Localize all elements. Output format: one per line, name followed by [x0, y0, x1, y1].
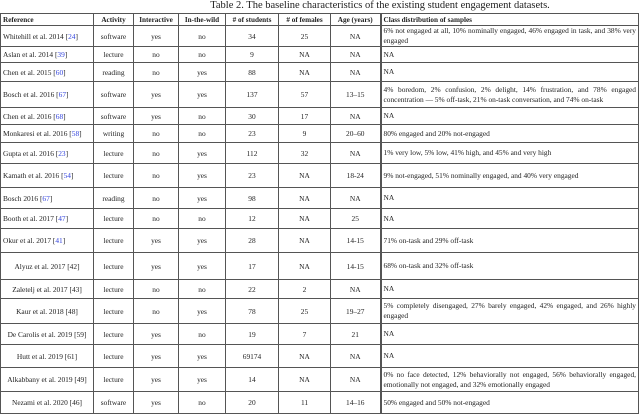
bracket: [: [72, 329, 77, 339]
class-distribution-cell: NA: [381, 345, 639, 368]
interactive-cell: no: [134, 188, 179, 209]
citation-link[interactable]: 67: [58, 90, 67, 99]
age-cell: 14-15: [331, 253, 381, 280]
females-cell: NA: [279, 164, 331, 188]
females-cell: 25: [279, 299, 331, 324]
students-cell: 22: [226, 280, 279, 299]
females-cell: NA: [279, 209, 331, 229]
bracket: [: [63, 306, 69, 316]
reference-cell: [1, 125, 94, 143]
students-cell: 30: [226, 108, 279, 125]
reference-name: Hutt et al. 2019: [16, 351, 63, 361]
table-row: [1, 47, 639, 63]
females-cell: 25: [279, 26, 331, 47]
activity-cell: lecture: [94, 253, 134, 280]
class-distribution-cell: 6% not engaged at all, 10% nominally engaged, 46% engaged in task, and 38% very engaged: [381, 26, 639, 47]
age-cell: NA: [331, 280, 381, 299]
citation-link: 46: [72, 398, 80, 407]
activity-cell: reading: [94, 188, 134, 209]
citation-link[interactable]: 67: [42, 193, 50, 203]
reference-cell: [1, 164, 94, 188]
age-cell: NA: [331, 47, 381, 63]
students-cell: 137: [226, 82, 279, 108]
in-the-wild-cell: no: [179, 392, 226, 414]
students-cell: 78: [226, 299, 279, 324]
age-cell: NA: [331, 26, 381, 47]
class-distribution-cell: 5% completely disengaged, 27% barely engaged, 42% engaged, and 26% highly engaged: [381, 299, 639, 324]
citation-link[interactable]: 47: [58, 214, 66, 223]
reference-name: Monkaresi et al. 2016: [3, 129, 68, 138]
table-row: [1, 229, 639, 253]
class-distribution-cell: 71% on-task and 29% off-task: [381, 229, 639, 253]
header-class-distribution: Class distribution of samples: [381, 14, 639, 26]
activity-cell: lecture: [94, 299, 134, 324]
class-distribution-cell: 0% no face detected, 12% behaviorally not engaged, 56% behaviorally engaged, emotionally not engaged, and 32% emotionally engaged: [381, 368, 639, 392]
interactive-cell: yes: [134, 392, 179, 414]
citation-link[interactable]: 24: [68, 31, 76, 41]
interactive-cell: no: [134, 125, 179, 143]
activity-cell: lecture: [94, 47, 134, 63]
citation-link[interactable]: 41: [55, 236, 63, 245]
in-the-wild-cell: yes: [179, 253, 226, 280]
class-distribution-cell: 4% boredom, 2% confusion, 2% delight, 14% frustration, and 78% engaged concentration — 5% off-task, 21% on-task conversation, and 74% on-task: [381, 82, 639, 108]
females-cell: NA: [279, 188, 331, 209]
interactive-cell: no: [134, 63, 179, 82]
age-cell: 21: [331, 324, 381, 345]
citation-link: 42: [69, 261, 78, 271]
interactive-cell: yes: [134, 253, 179, 280]
females-cell: 11: [279, 392, 331, 414]
bracket: [: [38, 193, 43, 203]
in-the-wild-cell: no: [179, 280, 226, 299]
bracket: ]: [63, 67, 66, 77]
bracket: ]: [63, 111, 66, 121]
header-interactive: Interactive: [134, 14, 179, 26]
students-cell: 88: [226, 63, 279, 82]
age-cell: NA: [331, 63, 381, 82]
interactive-cell: yes: [134, 368, 179, 392]
citation-link: 61: [67, 351, 75, 361]
in-the-wild-cell: yes: [179, 63, 226, 82]
table-row: [1, 143, 639, 164]
class-distribution-cell: NA: [381, 280, 639, 299]
bracket: ]: [77, 261, 80, 271]
activity-cell: lecture: [94, 280, 134, 299]
in-the-wild-cell: no: [179, 108, 226, 125]
bracket: [: [54, 90, 59, 99]
activity-cell: reading: [94, 63, 134, 82]
females-cell: NA: [279, 229, 331, 253]
interactive-cell: no: [134, 164, 179, 188]
class-distribution-cell: 68% on-task and 32% off-task: [381, 253, 639, 280]
students-cell: 69174: [226, 345, 279, 368]
in-the-wild-cell: no: [179, 324, 226, 345]
table-row: [1, 63, 639, 82]
interactive-cell: yes: [134, 108, 179, 125]
reference-name: Kamath et al. 2016: [3, 171, 60, 180]
header-age: Age (years): [331, 14, 381, 26]
interactive-cell: no: [134, 299, 179, 324]
bracket: [: [51, 111, 56, 121]
class-distribution-cell: 9% not-engaged, 51% nominally engaged, and 40% very engaged: [381, 164, 639, 188]
females-cell: 57: [279, 82, 331, 108]
bracket: ]: [64, 50, 68, 59]
interactive-cell: no: [134, 47, 179, 63]
age-cell: 25: [331, 209, 381, 229]
students-cell: 98: [226, 188, 279, 209]
header-row: [1, 14, 639, 26]
reference-cell: [1, 368, 94, 392]
in-the-wild-cell: yes: [179, 229, 226, 253]
bracket: [: [62, 351, 68, 361]
age-cell: NA: [331, 188, 381, 209]
students-cell: 20: [226, 392, 279, 414]
reference-name: Chen et al. 2015: [3, 67, 52, 77]
table-caption: Table 2. The baseline characteristics of the existing student engagement datasets.: [210, 0, 550, 11]
in-the-wild-cell: yes: [179, 164, 226, 188]
reference-cell: [1, 82, 94, 108]
class-distribution-cell: NA: [381, 47, 639, 63]
reference-name: Booth et al. 2017: [3, 214, 54, 223]
students-cell: 23: [226, 164, 279, 188]
citation-link: 43: [71, 284, 80, 294]
reference-cell: [1, 188, 94, 209]
females-cell: NA: [279, 63, 331, 82]
age-cell: 14–16: [331, 392, 381, 414]
interactive-cell: yes: [134, 82, 179, 108]
in-the-wild-cell: yes: [179, 82, 226, 108]
reference-name: Alkabbany et al. 2019: [7, 375, 73, 384]
table-row: [1, 280, 639, 299]
table-row: [1, 82, 639, 108]
bracket: ]: [49, 193, 53, 203]
interactive-cell: yes: [134, 345, 179, 368]
interactive-cell: yes: [134, 324, 179, 345]
reference-name: Okur et al. 2017: [3, 236, 52, 245]
students-cell: 23: [226, 125, 279, 143]
bracket: ]: [83, 329, 87, 339]
reference-cell: [1, 324, 94, 345]
age-cell: 14-15: [331, 229, 381, 253]
bracket: ]: [79, 129, 82, 138]
reference-name: Bosch 2016: [3, 193, 39, 203]
activity-cell: writing: [94, 125, 134, 143]
bracket: ]: [65, 214, 69, 223]
bracket: ]: [79, 398, 82, 407]
class-distribution-cell: NA: [381, 188, 639, 209]
table-row: [1, 26, 639, 47]
reference-cell: [1, 26, 94, 47]
bracket: ]: [62, 236, 66, 245]
bracket: [: [53, 50, 58, 59]
class-distribution-cell: NA: [381, 209, 639, 229]
reference-cell: [1, 280, 94, 299]
females-cell: 7: [279, 324, 331, 345]
in-the-wild-cell: no: [179, 26, 226, 47]
females-cell: 17: [279, 108, 331, 125]
age-cell: 13–15: [331, 82, 381, 108]
in-the-wild-cell: yes: [179, 368, 226, 392]
bracket: ]: [79, 284, 82, 294]
table-row: [1, 299, 639, 324]
citation-link[interactable]: 60: [55, 67, 64, 77]
activity-cell: software: [94, 108, 134, 125]
age-cell: 19–27: [331, 299, 381, 324]
age-cell: NA: [331, 368, 381, 392]
reference-name: De Carolis et al. 2019: [7, 329, 73, 339]
bracket: ]: [66, 90, 69, 99]
activity-cell: lecture: [94, 345, 134, 368]
activity-cell: lecture: [94, 368, 134, 392]
activity-cell: lecture: [94, 164, 134, 188]
students-cell: 17: [226, 253, 279, 280]
reference-cell: [1, 108, 94, 125]
header-reference: Reference: [1, 14, 94, 26]
citation-link: 59: [76, 329, 84, 339]
bracket: ]: [74, 351, 78, 361]
reference-cell: [1, 47, 94, 63]
table-row: [1, 164, 639, 188]
in-the-wild-cell: yes: [179, 188, 226, 209]
bracket: ]: [65, 148, 69, 158]
citation-link: 49: [76, 375, 85, 384]
students-cell: 19: [226, 324, 279, 345]
reference-name: Whitehill et al. 2014: [3, 31, 64, 41]
activity-cell: lecture: [94, 143, 134, 164]
reference-name: Zaletelj et al. 2017: [12, 284, 68, 294]
females-cell: 32: [279, 143, 331, 164]
reference-cell: [1, 143, 94, 164]
header-in-the-wild: In-the-wild: [179, 14, 226, 26]
in-the-wild-cell: no: [179, 125, 226, 143]
citation-link[interactable]: 68: [55, 111, 64, 121]
citation-link[interactable]: 54: [63, 171, 71, 180]
activity-cell: software: [94, 392, 134, 414]
age-cell: NA: [331, 108, 381, 125]
in-the-wild-cell: no: [179, 47, 226, 63]
table-row: [1, 345, 639, 368]
citation-link[interactable]: 23: [58, 148, 66, 158]
table-row: [1, 368, 639, 392]
females-cell: 9: [279, 125, 331, 143]
age-cell: NA: [331, 345, 381, 368]
interactive-cell: yes: [134, 26, 179, 47]
table-row: [1, 209, 639, 229]
reference-cell: [1, 229, 94, 253]
class-distribution-cell: 80% engaged and 20% not-engaged: [381, 125, 639, 143]
bracket: ]: [75, 306, 78, 316]
bracket: ]: [84, 375, 87, 384]
females-cell: NA: [279, 345, 331, 368]
reference-cell: [1, 299, 94, 324]
table-row: [1, 392, 639, 414]
citation-link[interactable]: 39: [57, 50, 65, 59]
citation-link: 48: [68, 306, 76, 316]
reference-cell: [1, 63, 94, 82]
females-cell: NA: [279, 368, 331, 392]
bracket: [: [65, 261, 70, 271]
bracket: [: [72, 375, 77, 384]
bracket: ]: [70, 171, 74, 180]
reference-name: Chen et al. 2016: [3, 111, 52, 121]
reference-name: Alyuz et al. 2017: [14, 261, 66, 271]
interactive-cell: no: [134, 143, 179, 164]
engagement-datasets-table: [0, 13, 639, 414]
citation-link[interactable]: 58: [71, 129, 80, 138]
table-row: [1, 125, 639, 143]
activity-cell: software: [94, 82, 134, 108]
bracket: [: [67, 284, 72, 294]
age-cell: NA: [331, 143, 381, 164]
interactive-cell: yes: [134, 229, 179, 253]
activity-cell: lecture: [94, 324, 134, 345]
females-cell: NA: [279, 47, 331, 63]
in-the-wild-cell: yes: [179, 299, 226, 324]
bracket: [: [59, 171, 64, 180]
class-distribution-cell: NA: [381, 63, 639, 82]
reference-name: Bosch et al. 2016: [3, 90, 55, 99]
interactive-cell: no: [134, 280, 179, 299]
class-distribution-cell: 1% very low, 5% low, 41% high, and 45% and very high: [381, 143, 639, 164]
age-cell: 20–60: [331, 125, 381, 143]
bracket: ]: [75, 31, 78, 41]
class-distribution-cell: NA: [381, 324, 639, 345]
table-row: [1, 108, 639, 125]
females-cell: NA: [279, 253, 331, 280]
in-the-wild-cell: yes: [179, 143, 226, 164]
students-cell: 112: [226, 143, 279, 164]
bracket: [: [53, 214, 59, 223]
reference-name: Kaur et al. 2018: [16, 306, 64, 316]
header-activity: Activity: [94, 14, 134, 26]
header-females: # of females: [279, 14, 331, 26]
interactive-cell: no: [134, 209, 179, 229]
in-the-wild-cell: yes: [179, 345, 226, 368]
header-students: # of students: [226, 14, 279, 26]
reference-cell: [1, 209, 94, 229]
students-cell: 28: [226, 229, 279, 253]
reference-cell: [1, 392, 94, 414]
in-the-wild-cell: no: [179, 209, 226, 229]
bracket: [: [63, 31, 69, 41]
class-distribution-cell: NA: [381, 108, 639, 125]
table-row: [1, 253, 639, 280]
activity-cell: lecture: [94, 229, 134, 253]
bracket: [: [51, 236, 56, 245]
reference-cell: [1, 345, 94, 368]
bracket: [: [53, 148, 59, 158]
bracket: [: [67, 129, 72, 138]
bracket: [: [51, 67, 56, 77]
students-cell: 14: [226, 368, 279, 392]
activity-cell: lecture: [94, 209, 134, 229]
reference-name: Aslan et al. 2014: [3, 50, 54, 59]
students-cell: 12: [226, 209, 279, 229]
class-distribution-cell: 50% engaged and 50% not-engaged: [381, 392, 639, 414]
activity-cell: software: [94, 26, 134, 47]
table-row: [1, 188, 639, 209]
reference-name: Nezami et al. 2020: [12, 398, 68, 407]
reference-name: Gupta et al. 2016: [3, 148, 54, 158]
females-cell: 2: [279, 280, 331, 299]
bracket: [: [67, 398, 73, 407]
age-cell: 18-24: [331, 164, 381, 188]
table-row: [1, 324, 639, 345]
students-cell: 9: [226, 47, 279, 63]
reference-cell: [1, 253, 94, 280]
students-cell: 34: [226, 26, 279, 47]
